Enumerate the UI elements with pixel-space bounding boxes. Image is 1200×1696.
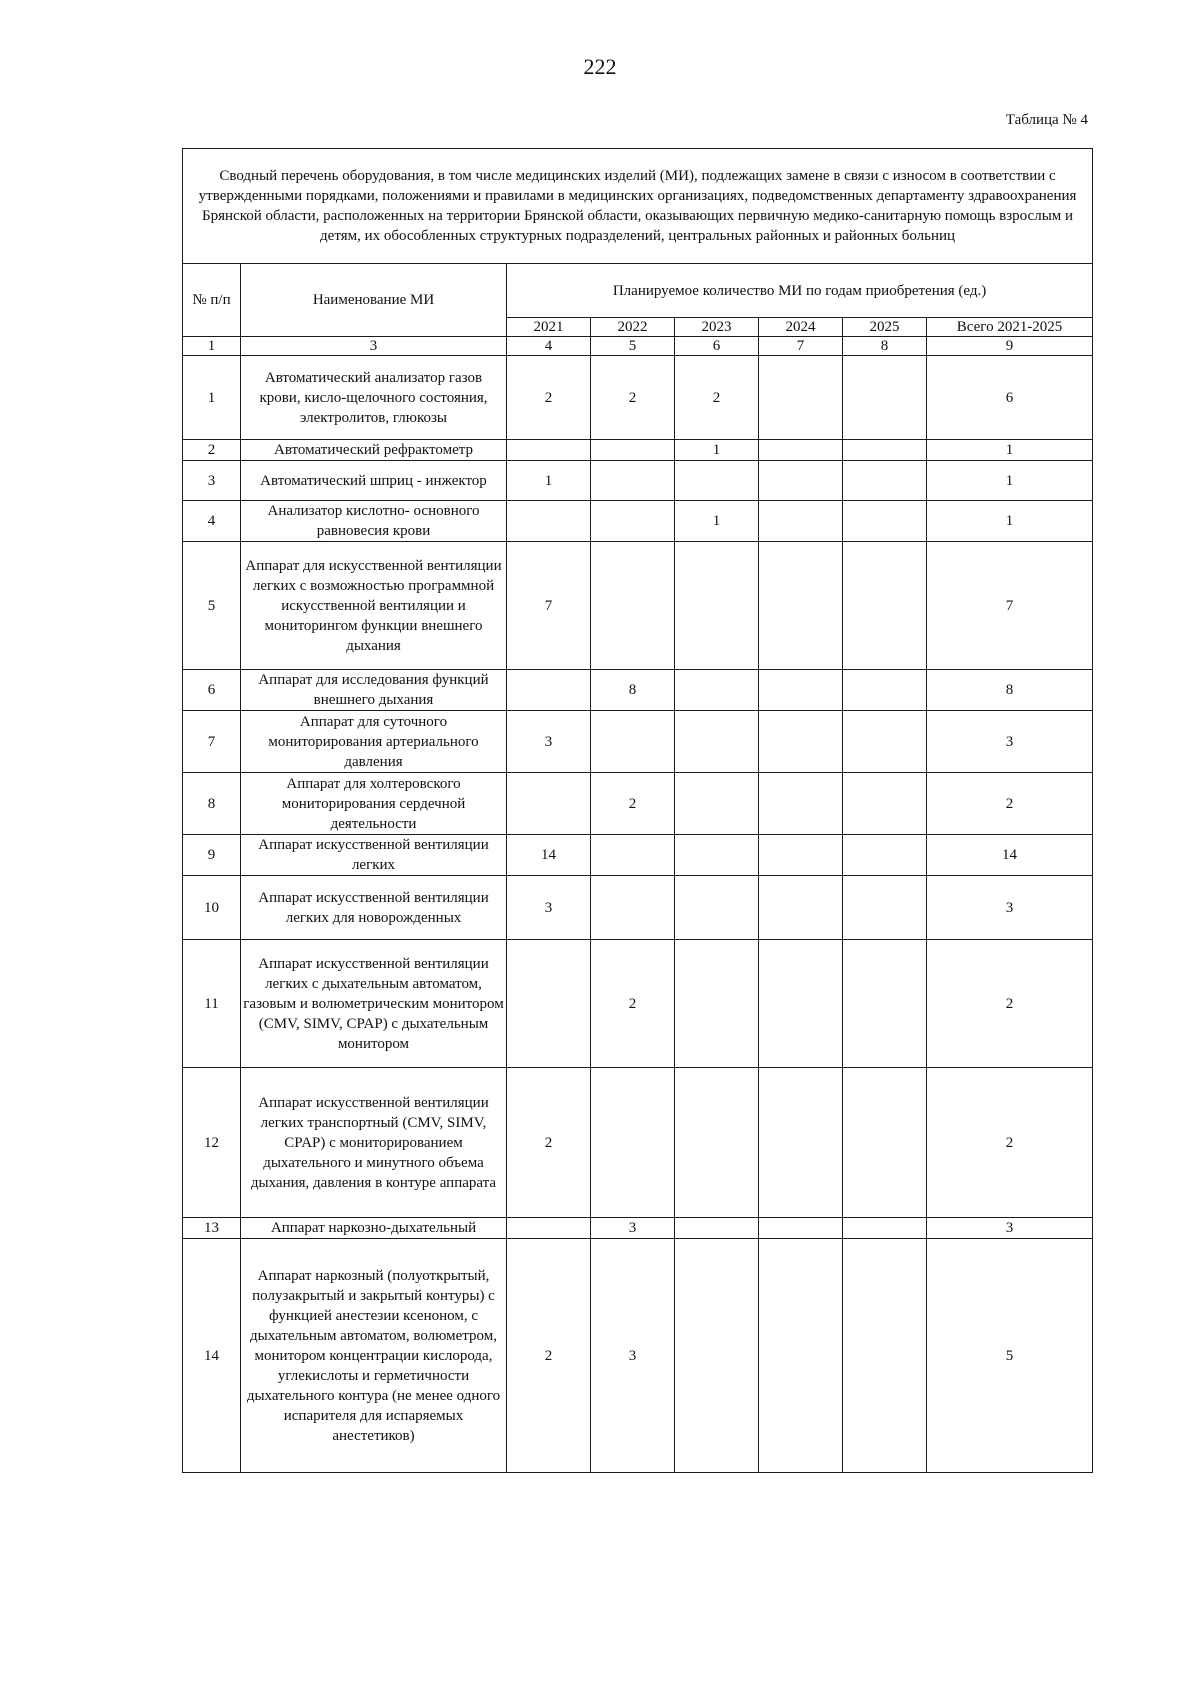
- table-row: [183, 440, 1093, 461]
- qty-2024: [759, 940, 843, 1068]
- qty-2021: [507, 501, 591, 542]
- header-year: 2023: [675, 318, 759, 337]
- page-number: 222: [583, 54, 617, 79]
- qty-total: 1: [927, 440, 1093, 461]
- item-name: Аппарат для холтеровского мониторирования сердечной деятельности: [241, 773, 507, 835]
- qty-2021: 3: [507, 711, 591, 773]
- qty-2025: [843, 670, 927, 711]
- qty-total: 3: [927, 1218, 1093, 1239]
- qty-2025: [843, 940, 927, 1068]
- qty-2023: [675, 711, 759, 773]
- qty-2025: [843, 501, 927, 542]
- qty-2025: [843, 711, 927, 773]
- item-name: Аппарат для исследования функций внешнего дыхания: [241, 670, 507, 711]
- qty-total: 2: [927, 1068, 1093, 1218]
- item-name: Автоматический шприц - инжектор: [241, 461, 507, 501]
- qty-total: 14: [927, 835, 1093, 876]
- qty-2024: [759, 773, 843, 835]
- table-row: [183, 542, 1093, 670]
- qty-2023: [675, 835, 759, 876]
- qty-2025: [843, 440, 927, 461]
- item-name: Аппарат искусственной вентиляции легких транспортный (CMV, SIMV, CPAP) с мониторированием дыхательного и минутного объема дыхания, давления в контуре аппарата: [241, 1068, 507, 1218]
- item-name: Аппарат для суточного мониторирования артериального давления: [241, 711, 507, 773]
- header-planned: Планируемое количество МИ по годам приобретения (ед.): [507, 264, 1093, 318]
- qty-2024: [759, 711, 843, 773]
- table-caption: Сводный перечень оборудования, в том числе медицинских изделий (МИ), подлежащих замене в связи с износом в соответствии с утвержденными порядками, положениями и правилами в медицинских организациях, подведомственных департаменту здравоохранения Брянской области, расположенных на территории Брянской области, оказывающих первичную медико-санитарную помощь взрослым и детям, их обособленных структурных подразделений, центральных районных и районных больниц: [183, 149, 1093, 264]
- table-row: [183, 670, 1093, 711]
- column-index: 4: [507, 337, 591, 356]
- qty-2023: [675, 542, 759, 670]
- qty-total: 6: [927, 356, 1093, 440]
- item-name: Аппарат искусственной вентиляции легких: [241, 835, 507, 876]
- item-name: Автоматический рефрактометр: [241, 440, 507, 461]
- qty-2022: [591, 876, 675, 940]
- table-row: [183, 1218, 1093, 1239]
- qty-2023: 1: [675, 501, 759, 542]
- header-year: 2024: [759, 318, 843, 337]
- header-total: Всего 2021-2025: [927, 318, 1093, 337]
- qty-2021: [507, 440, 591, 461]
- row-number: 8: [183, 773, 241, 835]
- equipment-table: [182, 148, 1093, 1473]
- table-row: [183, 356, 1093, 440]
- table-row: [183, 835, 1093, 876]
- qty-2025: [843, 835, 927, 876]
- qty-2025: [843, 1239, 927, 1473]
- qty-2023: 2: [675, 356, 759, 440]
- table-row: [183, 711, 1093, 773]
- qty-2025: [843, 356, 927, 440]
- item-name: Аппарат искусственной вентиляции легких для новорожденных: [241, 876, 507, 940]
- qty-total: 2: [927, 773, 1093, 835]
- qty-total: 5: [927, 1239, 1093, 1473]
- qty-2023: [675, 670, 759, 711]
- qty-2022: [591, 1068, 675, 1218]
- qty-total: 3: [927, 711, 1093, 773]
- column-index: 9: [927, 337, 1093, 356]
- column-index: 7: [759, 337, 843, 356]
- qty-total: 7: [927, 542, 1093, 670]
- row-number: 2: [183, 440, 241, 461]
- qty-2021: 3: [507, 876, 591, 940]
- header-year: 2022: [591, 318, 675, 337]
- row-number: 11: [183, 940, 241, 1068]
- header-name: Наименование МИ: [241, 264, 507, 337]
- row-number: 1: [183, 356, 241, 440]
- header-year: 2025: [843, 318, 927, 337]
- qty-2022: 2: [591, 940, 675, 1068]
- table-row: [183, 773, 1093, 835]
- item-name: Аппарат искусственной вентиляции легких с дыхательным автоматом, газовым и волюметрическим монитором (CMV, SIMV, CPAP) с дыхательным монитором: [241, 940, 507, 1068]
- item-name: Автоматический анализатор газов крови, кисло-щелочного состояния, электролитов, глюкозы: [241, 356, 507, 440]
- qty-2022: [591, 835, 675, 876]
- qty-2021: 7: [507, 542, 591, 670]
- qty-2021: 1: [507, 461, 591, 501]
- qty-2022: [591, 461, 675, 501]
- table-label: Таблица № 4: [1005, 112, 1088, 128]
- qty-2024: [759, 440, 843, 461]
- qty-2021: 2: [507, 1239, 591, 1473]
- column-index: 3: [241, 337, 507, 356]
- qty-2021: [507, 773, 591, 835]
- qty-2021: 14: [507, 835, 591, 876]
- qty-2022: [591, 440, 675, 461]
- column-index: 1: [183, 337, 241, 356]
- qty-2023: [675, 940, 759, 1068]
- qty-2022: 2: [591, 356, 675, 440]
- qty-2023: 1: [675, 440, 759, 461]
- qty-total: 3: [927, 876, 1093, 940]
- row-number: 10: [183, 876, 241, 940]
- qty-2024: [759, 501, 843, 542]
- row-number: 13: [183, 1218, 241, 1239]
- item-name: Аппарат наркозный (полуоткрытый, полузакрытый и закрытый контуры) с функцией анестезии ксеноном, с дыхательным автоматом, волюметром, монитором концентрации кислорода, углекислоты и герметичности дыхательного контура (не менее одного испарителя для испаряемых анестетиков): [241, 1239, 507, 1473]
- qty-2022: [591, 711, 675, 773]
- table-row: [183, 1239, 1093, 1473]
- qty-2023: [675, 876, 759, 940]
- qty-2021: 2: [507, 1068, 591, 1218]
- item-name: Анализатор кислотно- основного равновесия крови: [241, 501, 507, 542]
- table-row: [183, 1068, 1093, 1218]
- qty-2023: [675, 1239, 759, 1473]
- qty-2025: [843, 542, 927, 670]
- qty-2023: [675, 461, 759, 501]
- qty-2021: [507, 1218, 591, 1239]
- column-index: 6: [675, 337, 759, 356]
- column-index: 8: [843, 337, 927, 356]
- qty-2023: [675, 1218, 759, 1239]
- row-number: 5: [183, 542, 241, 670]
- qty-2022: 3: [591, 1218, 675, 1239]
- qty-2022: 8: [591, 670, 675, 711]
- qty-2024: [759, 461, 843, 501]
- table-row: [183, 876, 1093, 940]
- qty-2021: [507, 940, 591, 1068]
- qty-2022: 3: [591, 1239, 675, 1473]
- item-name: Аппарат для искусственной вентиляции легких с возможностью программной искусственной вентиляции и мониторингом функции внешнего дыхания: [241, 542, 507, 670]
- qty-total: 1: [927, 461, 1093, 501]
- qty-2024: [759, 1068, 843, 1218]
- qty-2025: [843, 1218, 927, 1239]
- qty-2023: [675, 1068, 759, 1218]
- header-year: 2021: [507, 318, 591, 337]
- qty-2024: [759, 670, 843, 711]
- table-row: [183, 461, 1093, 501]
- column-index: 5: [591, 337, 675, 356]
- row-number: 6: [183, 670, 241, 711]
- qty-2023: [675, 773, 759, 835]
- qty-2025: [843, 1068, 927, 1218]
- qty-2025: [843, 773, 927, 835]
- row-number: 7: [183, 711, 241, 773]
- qty-2024: [759, 1218, 843, 1239]
- qty-total: 8: [927, 670, 1093, 711]
- qty-2022: [591, 542, 675, 670]
- header-num: № п/п: [183, 264, 241, 337]
- row-number: 4: [183, 501, 241, 542]
- row-number: 12: [183, 1068, 241, 1218]
- qty-total: 1: [927, 501, 1093, 542]
- item-name: Аппарат наркозно-дыхательный: [241, 1218, 507, 1239]
- table-row: [183, 940, 1093, 1068]
- qty-2025: [843, 461, 927, 501]
- qty-2025: [843, 876, 927, 940]
- qty-2024: [759, 356, 843, 440]
- qty-2021: [507, 670, 591, 711]
- qty-2024: [759, 542, 843, 670]
- qty-2022: [591, 501, 675, 542]
- qty-2024: [759, 876, 843, 940]
- qty-2024: [759, 835, 843, 876]
- row-number: 14: [183, 1239, 241, 1473]
- qty-2021: 2: [507, 356, 591, 440]
- row-number: 3: [183, 461, 241, 501]
- row-number: 9: [183, 835, 241, 876]
- qty-2022: 2: [591, 773, 675, 835]
- qty-2024: [759, 1239, 843, 1473]
- table-row: [183, 501, 1093, 542]
- qty-total: 2: [927, 940, 1093, 1068]
